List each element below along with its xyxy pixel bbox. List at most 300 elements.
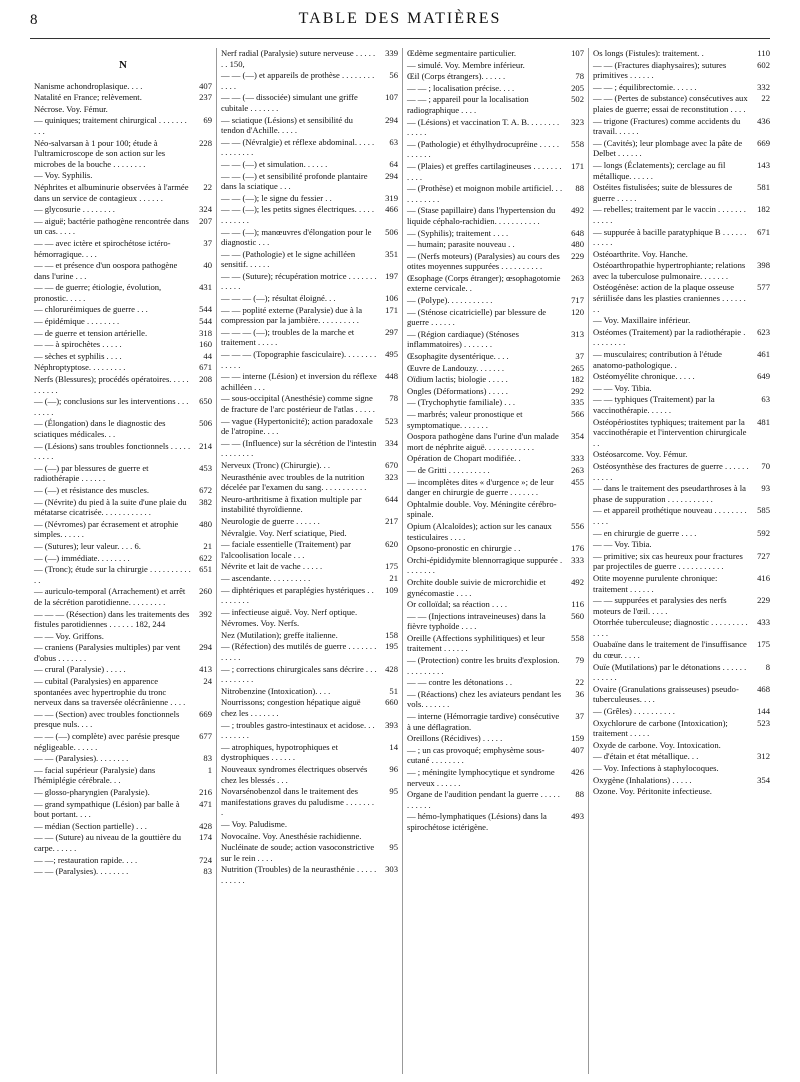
entry-page: 95 [389, 842, 398, 853]
entry-text: — (Stase papillaire) dans l'hypertension du liquide céphalo-rachidien. . . . . . . . . . . [407, 205, 556, 226]
entry-page: 339 [385, 48, 398, 58]
index-entry [34, 519, 212, 540]
entry-text: — — à spirochètes . . . . . [34, 339, 122, 350]
entry-page: 70 [761, 460, 770, 471]
entry-page: 727 [757, 550, 770, 561]
entry-page: 175 [757, 639, 770, 650]
index-entry [221, 786, 398, 818]
index-entry [593, 617, 770, 638]
index-entry [407, 599, 584, 610]
entry-text: — ascendante. . . . . . . . . . [221, 572, 311, 583]
index-entry [593, 93, 770, 114]
entry-page: 433 [757, 617, 770, 628]
entry-page: 22 [575, 677, 584, 688]
entry-page: 175 [385, 561, 398, 572]
entry-page: 382 [199, 496, 212, 507]
index-entry [34, 866, 212, 877]
entry-text: — — (—) et appareils de prothèse . . . . . . . . . . . . [221, 70, 375, 91]
entry-text: Ovaire (Granulations graisseuses) pseudo-tuberculeuses. . . . [593, 683, 739, 705]
index-entry [34, 104, 212, 115]
entry-text: — facial supérieur (Paralysie) dans l'hémiplégie cérébrale. . . [34, 764, 156, 786]
index-entry [407, 60, 584, 71]
index-entry [593, 204, 770, 225]
index-entry [221, 349, 398, 370]
entry-page: 294 [385, 170, 398, 181]
index-entry [593, 249, 770, 260]
entry-page: 64 [389, 158, 398, 169]
entry-text: Ostéogénèse: action de la plaque osseuse sériilisée dans les plasties craniennes . . . . . . . . [593, 282, 746, 314]
entry-text: — — (Névralgie) et réflexe abdominal. . . . . . . . . . . . . [221, 136, 375, 158]
entry-page: 14 [389, 741, 398, 752]
entry-page: 431 [199, 282, 212, 293]
index-entry [593, 116, 770, 137]
entry-text: Ongles (Déformations) . . . . . [407, 385, 508, 396]
index-entry [221, 864, 398, 885]
index-entry [34, 753, 212, 764]
entry-page: 263 [571, 464, 584, 475]
entry-page [752, 539, 770, 550]
entry-page: 1 [207, 764, 212, 775]
index-entry [221, 193, 398, 204]
entry-text: — cubital (Paralysies) en apparence spontanées avec hypertrophie du tronc nerveux dans sa traversée olécrânienne . . . . [34, 676, 186, 708]
entry-page: 428 [385, 663, 398, 674]
index-entry [407, 397, 584, 408]
entry-page: 332 [757, 81, 770, 92]
index-entry [407, 689, 584, 710]
entry-text: Ostéomyélite chronique. . . . . [593, 371, 695, 382]
entry-page: 323 [571, 116, 584, 127]
entry-text: — rebelles; traitement par le vaccin . . . . . . . . . . . . [593, 204, 746, 225]
entry-text: — — (— dissociée) simulant une griffe cubitale . . . . . . . [221, 92, 358, 113]
header-rule [30, 38, 770, 39]
entry-text: — simulé. Voy. Membre inférieur. [407, 59, 525, 70]
index-entry [221, 305, 398, 326]
entry-text: — — — (—); résultat éloigné. . . [221, 293, 336, 304]
entry-page: 544 [199, 304, 212, 315]
entry-text: — (—); conclusions sur les interventions . . . . . . . . [34, 396, 189, 417]
entry-page: 260 [199, 586, 212, 597]
entry-text: — d'étain et état métallique. . . [593, 751, 699, 762]
index-entry [407, 611, 584, 632]
entry-page: 214 [199, 440, 212, 451]
entry-page: 171 [571, 160, 584, 171]
index-entry [407, 789, 584, 810]
entry-page [380, 607, 398, 618]
entry-text: Ostéopériostites typhiques; traitement par la vaccinothérapie et l'intervention chirurgicale . . [593, 416, 747, 448]
entry-text: — — Voy. Tibia. [593, 539, 652, 550]
entry-text: — — suppurées et paralysies des nerfs moteurs de l'œil. . . . . [593, 595, 727, 616]
entry-page: 174 [199, 832, 212, 843]
entry-text: Ophtalmie double. Voy. Méningite cérébro-spinale. [407, 498, 557, 520]
entry-page: 229 [757, 595, 770, 606]
entry-text: — (Lésions) et vaccination T. A. B. . . . . . . . . . . . . [407, 116, 560, 138]
index-entry [407, 577, 584, 598]
index-entry [34, 553, 212, 564]
entry-text: Or colloïdal; sa réaction . . . . [407, 599, 507, 610]
entry-page: 107 [385, 92, 398, 103]
entry-page [194, 631, 212, 642]
section-letter: N [119, 59, 127, 71]
entry-text: Ostéomes (Traitement) par la radiothérapie . . . . . . . . . [593, 326, 746, 348]
entry-text: Otite moyenne purulente chronique: traitement . . . . . . [593, 572, 718, 594]
entry-page: 670 [385, 459, 398, 470]
entry-page: 354 [757, 774, 770, 785]
entry-page: 416 [757, 572, 770, 583]
entry-page: 116 [571, 599, 584, 610]
index-entry [221, 516, 398, 527]
index-entry [34, 787, 212, 798]
index-entry [221, 438, 398, 459]
entry-page [194, 170, 212, 181]
index-entry [34, 328, 212, 339]
index-entry [34, 676, 212, 708]
entry-text: — (Névrite) du pied à la suite d'une plaie du métatarse cicatrisée. . . . . . . . . . . . [34, 496, 187, 518]
entry-text: — —; restauration rapide. . . . [34, 854, 138, 865]
index-entry [593, 48, 770, 59]
entry-text: — glycosurie . . . . . . . . [34, 204, 115, 215]
entry-text: — — (—); les petits signes électriques. . . . . . . . . . . . [221, 204, 374, 225]
entry-text: Nécrose. Voy. Fémur. [34, 103, 108, 114]
entry-text: — vague (Hypertonicité); action paradoxale de l'atropine. . . . [221, 415, 373, 437]
index-entry [593, 260, 770, 281]
entry-page: 22 [203, 181, 212, 192]
index-entry [34, 564, 212, 585]
index-entry [34, 304, 212, 315]
entry-page: 217 [385, 515, 398, 526]
entry-page: 426 [571, 767, 584, 777]
index-entry [221, 70, 398, 91]
entry-page: 110 [757, 48, 770, 58]
entry-page: 468 [757, 683, 770, 694]
index-entry [221, 249, 398, 270]
entry-text: Ostéoarthrite. Voy. Hanche. [593, 248, 688, 259]
page-header [30, 10, 770, 36]
index-entry [221, 842, 398, 863]
entry-page: 319 [385, 192, 398, 203]
entry-text: — chloruréimiques de guerre . . . [34, 304, 148, 315]
entry-page: 207 [199, 215, 212, 226]
entry-text: — aiguë; bactérie pathogène rencontrée dans un cas. . . . . [34, 215, 189, 237]
index-entry [593, 551, 770, 572]
index-entry [407, 139, 584, 160]
entry-page [752, 786, 770, 797]
index-entry [407, 767, 584, 788]
index-entry [221, 327, 398, 348]
index-entry [593, 160, 770, 181]
entry-page: 724 [199, 854, 212, 865]
index-entry [221, 697, 398, 718]
entry-page: 717 [571, 295, 584, 306]
entry-text: Névrite et lait de vache . . . . . [221, 561, 323, 572]
entry-text: — — (Paralysies). . . . . . . . [34, 753, 129, 764]
entry-page: 436 [757, 115, 770, 126]
index-entry [593, 349, 770, 370]
entry-text: — ; un cas provoqué; emphysème sous-cutané . . . . . . . . [407, 744, 545, 766]
entry-page: 228 [199, 137, 212, 148]
entry-page [752, 249, 770, 260]
index-entry [407, 555, 584, 576]
entry-page: 182 [571, 374, 584, 385]
entry-text: Néphroptyptose. . . . . . . . . [34, 362, 126, 373]
entry-page: 335 [571, 397, 584, 408]
entry-text: Nucléinate de soude; action vasoconstrictive sur le rein . . . . [221, 842, 375, 863]
index-entry [221, 573, 398, 584]
entry-text: — — (Suture); récupération motrice . . . . . . . . . . . . [221, 270, 377, 292]
entry-page: 556 [571, 520, 584, 531]
index-entry [34, 541, 212, 552]
entry-text: Neurasthénie avec troubles de la nutrition décelée par l'examen du sang. . . . . . . . . . . [221, 471, 367, 493]
entry-text: — et appareil prothétique nouveau . . . . . . . . . . . . [593, 505, 747, 526]
entry-text: — dans le traitement des pseudarthroses à la phase de suppuration . . . . . . . . . . . [593, 483, 746, 504]
index-entry [593, 483, 770, 504]
entry-text: Natalité en France; relèvement. [34, 92, 142, 103]
entry-text: Oreillons (Récidives) . . . . . [407, 733, 503, 744]
index-entry [34, 485, 212, 496]
entry-text: — sciatique (Lésions) et sensibilité du tendon d'Achille. . . . . [221, 114, 353, 136]
index-entry [593, 327, 770, 348]
entry-text: — — (Suture) au niveau de la gouttière du carpe. . . . . . [34, 832, 182, 853]
entry-page: 83 [203, 753, 212, 764]
entry-text: Nerfs (Blessures); procédés opératoires. . . . . . . . . . . [34, 374, 189, 395]
entry-page: 313 [571, 328, 584, 339]
index-entry [407, 374, 584, 385]
entry-page: 592 [757, 527, 770, 538]
entry-text: — — Voy. Tibia. [593, 382, 652, 393]
entry-text: Novocaïne. Voy. Anesthésie rachidienne. [221, 830, 362, 841]
index-entry [34, 115, 212, 136]
index-entry [221, 227, 398, 248]
entry-text: Opsono-pronostic en chirurgie . . [407, 543, 521, 554]
entry-text: — épidémique . . . . . . . . [34, 316, 120, 327]
index-entry [221, 472, 398, 493]
index-entry [221, 539, 398, 560]
entry-page: 36 [575, 688, 584, 699]
index-entry [221, 528, 398, 539]
index-entry [407, 251, 584, 272]
index-columns [30, 48, 774, 1074]
index-entry [221, 171, 398, 192]
entry-page: 216 [199, 787, 212, 797]
entry-page: 37 [203, 237, 212, 248]
entry-text: — humain; parasite nouveau . . [407, 239, 515, 250]
entry-page [380, 819, 398, 830]
entry-text: — trigone (Fractures) comme accidents du travail. . . . . . [593, 115, 741, 137]
entry-text: — — typhiques (Traitement) par la vaccinothérapie. . . . . . [593, 394, 715, 415]
entry-page: 263 [571, 272, 584, 283]
entry-page: 480 [199, 518, 212, 529]
index-entry [34, 799, 212, 820]
entry-page: 37 [575, 711, 584, 722]
index-entry [221, 630, 398, 641]
entry-text: — médian (Section partielle) . . . [34, 820, 147, 831]
index-entry [593, 539, 770, 550]
index-entry [34, 204, 212, 215]
entry-page: 506 [199, 418, 212, 429]
index-entry [407, 183, 584, 204]
index-entry [34, 765, 212, 786]
entry-page: 24 [203, 676, 212, 687]
entry-page: 407 [199, 80, 212, 91]
index-column-2 [216, 48, 402, 1074]
index-entry [221, 831, 398, 842]
entry-text: Oreille (Affections syphilitiques) et leur traitement . . . . . . [407, 632, 545, 654]
index-entry [221, 742, 398, 763]
entry-page: 523 [757, 717, 770, 728]
index-entry [407, 655, 584, 676]
index-entry [221, 159, 398, 170]
entry-text: — ; troubles gastro-intestinaux et acidose. . . . . . . . . . [221, 719, 375, 741]
entry-text: — hémo-lymphatiques (Lésions) dans la spirochétose ictérigène. [407, 811, 547, 832]
entry-page: 303 [385, 864, 398, 875]
entry-text: — infectieuse aiguë. Voy. Nerf optique. [221, 606, 358, 617]
entry-page: 37 [575, 351, 584, 362]
index-entry [407, 351, 584, 362]
entry-page: 651 [199, 564, 212, 575]
index-entry [221, 819, 398, 830]
entry-text: — (Polype). . . . . . . . . . . [407, 295, 493, 306]
entry-text: — auriculo-temporal (Arrachement) et arrêt de la sécrétion parotidienne. . . . . . . . . [34, 586, 186, 607]
entry-page [752, 383, 770, 394]
entry-page: 323 [385, 471, 398, 482]
index-entry [34, 586, 212, 607]
entry-text: — — — (Topographie fasciculaire). . . . . . . . . . . . . [221, 349, 377, 370]
entry-text: — — Voy. Griffons. [34, 630, 104, 641]
entry-text: Orchi-épididymite blennorragique suppurée . . . . . . . . [407, 554, 563, 576]
index-entry [221, 293, 398, 304]
index-entry [407, 329, 584, 350]
index-entry [407, 117, 584, 138]
entry-page: 577 [757, 282, 770, 293]
index-entry [221, 561, 398, 572]
index-entry [221, 393, 398, 414]
entry-page [194, 104, 212, 115]
entry-text: — de guerre et tension artérielle. [34, 327, 148, 338]
entry-text: — (Plaies) et greffes cartilagineuses . . . . . . . . . . . [407, 160, 562, 182]
entry-text: — (Cavités); leur plombage avec la pâte de Delbet . . . . . . [593, 137, 743, 159]
entry-page: 120 [571, 306, 584, 317]
entry-text: — en chirurgie de guerre . . . . [593, 527, 697, 538]
entry-page: 333 [571, 453, 584, 464]
entry-page: 669 [199, 708, 212, 719]
entry-text: — — interne (Lésion) et inversion du réflexe achilléen . . . [221, 371, 377, 392]
index-entry [221, 460, 398, 471]
entry-page: 21 [389, 572, 398, 583]
index-entry [34, 92, 212, 103]
entry-text: — quiniques; traitement chirurgical . . . . . . . . . . [34, 115, 187, 136]
entry-page: 143 [757, 159, 770, 170]
entry-text: — (Nerfs moteurs) (Paralysies) au cours des otites moyennes suppurées . . . . . . . . . . [407, 250, 560, 272]
index-entry [593, 706, 770, 717]
index-entry [221, 92, 398, 113]
entry-page: 93 [761, 483, 770, 494]
entry-text: — (Névromes) par écrasement et atrophie simples. . . . . . [34, 518, 179, 540]
entry-page [752, 740, 770, 751]
entry-page: 95 [389, 786, 398, 797]
entry-text: — — avec ictère et spirochétose ictéro-hémorragique. . . . [34, 237, 171, 259]
entry-page: 393 [385, 719, 398, 730]
entry-text: Néo-salvarsan à 1 pour 100; étude à l'ultramicroscope de son action sur les microbes de la bouche . . . . . . . . [34, 137, 166, 169]
entry-page: 493 [571, 811, 584, 822]
page-title: TABLE DES MATIÈRES [298, 10, 502, 27]
entry-page: 265 [571, 362, 584, 373]
entry-page: 109 [385, 584, 398, 595]
entry-page: 294 [199, 642, 212, 653]
index-entry [34, 260, 212, 281]
entry-text: — grand sympathique (Lésion) par balle à bout portant. . . . [34, 798, 180, 820]
index-entry [407, 71, 584, 82]
entry-page: 413 [199, 664, 212, 675]
entry-page: 481 [757, 416, 770, 427]
entry-text: — atrophiques, hypotrophiques et dystrophiques . . . . . . [221, 741, 338, 763]
entry-page: 677 [199, 731, 212, 742]
entry-text: — — poplité externe (Paralysie) due à la compression par la jambière. . . . . . . . . . [221, 304, 363, 326]
page-number: 8 [30, 12, 38, 28]
entry-text: — — (—); le signe du fessier . . [221, 192, 332, 203]
entry-page: 602 [757, 59, 770, 70]
entry-text: — (Lésions) sans troubles fonctionnels . . . . . . . . . . [34, 440, 191, 462]
entry-page [380, 618, 398, 629]
entry-text: Nerf radial (Paralysie) suture nerveuse . . . . . . . 150, [221, 48, 376, 69]
entry-page: 158 [385, 629, 398, 640]
index-entry [407, 295, 584, 306]
entry-text: Organe de l'audition pendant la guerre . . . . . . . . . . . [407, 789, 560, 810]
entry-page: 96 [389, 764, 398, 774]
index-entry [34, 216, 212, 237]
entry-page: 392 [199, 608, 212, 619]
entry-page: 106 [385, 293, 398, 304]
index-entry [221, 371, 398, 392]
entry-text: Ozone. Voy. Péritonite infectieuse. [593, 786, 712, 797]
entry-text: — (Élongation) dans le diagnostic des sciatiques médicales. . . [34, 418, 166, 439]
entry-text: Ouabaïne dans le traitement de l'insuffisance du cœur. . . . . [593, 639, 747, 661]
entry-text: Nouveaux syndromes électriques observés chez les blessés . . . [221, 764, 368, 785]
entry-page: 669 [757, 137, 770, 148]
entry-page: 351 [385, 248, 398, 259]
entry-page: 294 [385, 114, 398, 125]
entry-text: Nourrissons; congestion hépatique aiguë chez les . . . . . . . [221, 697, 361, 719]
index-entry [221, 271, 398, 292]
entry-page: 480 [571, 239, 584, 250]
entry-text: — (—) immédiate. . . . . . . . [34, 552, 130, 563]
index-entry [593, 461, 770, 482]
entry-text: — — (Influence) sur la sécrétion de l'intestin . . . . . . . . [221, 437, 377, 459]
index-entry [407, 543, 584, 554]
entry-text: — ; méningite lymphocytique et syndrome nerveux . . . . . . [407, 767, 555, 788]
entry-text: — sous-occipital (Anesthésie) comme signe de fracture de l'arc postérieur de l'atlas . . . . . [221, 393, 375, 414]
entry-page: 471 [199, 798, 212, 809]
index-entry [34, 138, 212, 170]
entry-text: Opium (Alcaloïdes); action sur les canaux testiculaires . . . . [407, 520, 552, 542]
index-entry [221, 204, 398, 225]
index-entry [407, 521, 584, 542]
index-entry [407, 453, 584, 464]
index-entry [34, 396, 212, 417]
index-entry [407, 48, 584, 59]
entry-text: — — (—); manœuvres d'élongation pour le diagnostic . . . [221, 226, 372, 248]
entry-page: 671 [757, 226, 770, 237]
index-entry [407, 811, 584, 832]
entry-text: — — (Section) avec troubles fonctionnels presque nuls. . . . [34, 708, 180, 730]
entry-page: 312 [757, 751, 770, 762]
entry-text: — Voy. Paludisme. [221, 818, 287, 829]
index-entry [34, 855, 212, 866]
entry-text: — (Région cardiaque) (Sténoses inflammatoires) . . . . . . . [407, 328, 519, 350]
entry-text: Otorrhée tuberculeuse; diagnostic . . . . . . . . . . . . . [593, 617, 748, 638]
index-entry [34, 170, 212, 181]
entry-page [752, 315, 770, 326]
index-entry [221, 607, 398, 618]
entry-text: — ; corrections chirurgicales sans décrire . . . . . . . . . . . [221, 663, 377, 685]
